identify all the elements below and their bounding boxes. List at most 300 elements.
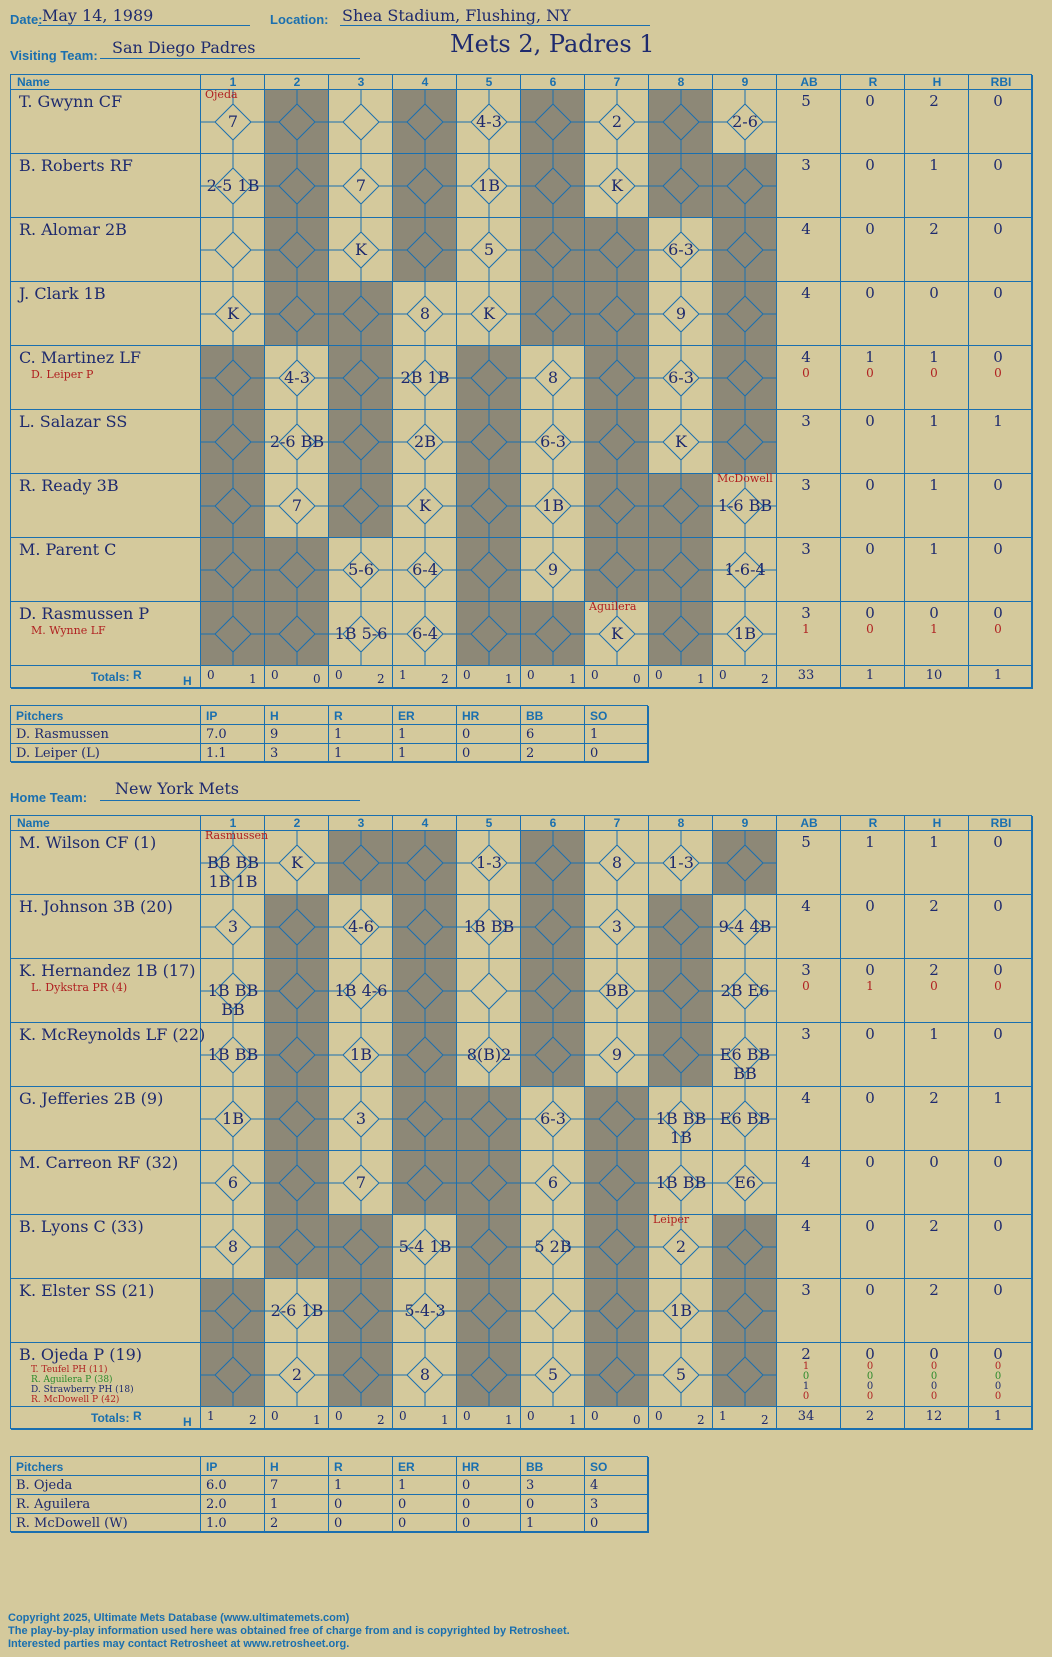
- base-diamond: [649, 1023, 713, 1087]
- ojeda-sub-stat: 1: [802, 1361, 810, 1372]
- player-stat: 0: [993, 348, 1003, 366]
- pitcher-value: R. McDowell (W): [16, 1516, 128, 1531]
- inning-header: 3: [357, 75, 365, 89]
- player-stat: 2: [929, 1217, 939, 1235]
- base-diamond: [585, 346, 649, 410]
- player-stat: 0: [993, 1153, 1003, 1171]
- base-diamond: [265, 218, 329, 282]
- player-stat: 2: [929, 961, 939, 979]
- player-stat: 0: [865, 1089, 875, 1107]
- inning-header: 8: [677, 816, 685, 830]
- visiting-team-label: Visiting Team:: [10, 48, 98, 63]
- name-header: Name: [17, 816, 50, 830]
- play-notation: 5-4 1B: [398, 1237, 452, 1256]
- base-diamond: [265, 959, 329, 1023]
- play-notation: 2: [675, 1237, 687, 1256]
- play-notation: 3: [227, 917, 239, 936]
- player-stat: 5: [801, 92, 811, 110]
- pitcher-value: 0: [462, 746, 471, 761]
- player-stat: 0: [993, 961, 1003, 979]
- base-diamond: [329, 282, 393, 346]
- footer-retrosheet: The play-by-play information used here was obtained free of charge from and is copyrighted by Retrosheet.: [8, 1625, 570, 1637]
- pitcher-value: 0: [462, 1478, 471, 1493]
- base-diamond: [521, 90, 585, 154]
- inning-header: 4: [421, 75, 429, 89]
- play-notation: 6-4: [412, 624, 438, 643]
- player-stat: 3: [801, 412, 811, 430]
- base-diamond: [585, 218, 649, 282]
- base-diamond: [329, 831, 393, 895]
- stat-header: R: [868, 75, 878, 89]
- pitcher-header: Pitchers: [16, 709, 64, 723]
- player-stat: 0: [865, 897, 875, 915]
- play-notation: 1B BB 1B: [655, 1109, 707, 1147]
- pitcher-value: 1: [526, 1516, 535, 1531]
- player-stat: 0: [865, 1025, 875, 1043]
- player-stat: 0: [929, 1345, 939, 1363]
- pitcher-header: R: [334, 1460, 343, 1474]
- base-diamond: [585, 1087, 649, 1151]
- totals-label: Totals:: [91, 670, 130, 684]
- base-diamond: [201, 474, 265, 538]
- base-diamond: [329, 90, 393, 154]
- play-notation: K: [419, 496, 431, 515]
- pitcher-value: 1.1: [206, 746, 227, 761]
- location-label: Location:: [270, 12, 329, 27]
- play-notation: 2B 1B: [400, 368, 450, 387]
- sub-stat: 0: [866, 622, 874, 636]
- totals-r-label: R: [133, 1409, 142, 1423]
- play-notation: 1B: [734, 624, 756, 643]
- inning-header: 4: [421, 816, 429, 830]
- inning-hits-total: 2: [697, 1413, 705, 1427]
- pitcher-value: 9: [270, 727, 279, 742]
- inning-runs-total: 0: [335, 1409, 343, 1423]
- home-pitchers-table: [10, 1456, 648, 1532]
- player-name: K. Hernandez 1B (17): [19, 961, 196, 980]
- inning-hits-total: 1: [249, 672, 257, 686]
- player-stat: 0: [993, 156, 1003, 174]
- base-diamond: [585, 474, 649, 538]
- play-notation: 9: [611, 1045, 623, 1064]
- inning-header: 9: [741, 75, 749, 89]
- play-notation: 2-6: [732, 112, 758, 131]
- play-notation: 1-3: [668, 853, 694, 872]
- sub-stat: 0: [866, 366, 874, 380]
- inning-runs-total: 1: [207, 1409, 215, 1423]
- player-stat: 3: [801, 540, 811, 558]
- pitcher-value: D. Leiper (L): [16, 746, 100, 761]
- player-name: T. Gwynn CF: [19, 92, 123, 111]
- inning-hits-total: 2: [377, 1413, 385, 1427]
- ojeda-sub-stat: 0: [930, 1361, 938, 1372]
- inning-header: 7: [613, 816, 621, 830]
- pitcher-value: 1: [334, 746, 343, 761]
- inning-runs-total: 0: [399, 1409, 407, 1423]
- base-diamond: [329, 1279, 393, 1343]
- pitcher-value: R. Aguilera: [16, 1497, 91, 1512]
- player-stat: 0: [993, 1217, 1003, 1235]
- stat-header: H: [932, 816, 942, 830]
- stat-header: RBI: [990, 816, 1012, 830]
- base-diamond: [713, 218, 777, 282]
- substitute-name: M. Wynne LF: [31, 624, 106, 637]
- base-diamond: [201, 1343, 265, 1407]
- inning-runs-total: 0: [527, 1409, 535, 1423]
- ojeda-sub-stat: 0: [866, 1391, 874, 1402]
- pitcher-header: IP: [206, 1460, 218, 1474]
- play-notation: 2B E6: [720, 981, 770, 1000]
- pitcher-header: SO: [590, 709, 608, 723]
- play-notation: 1B BB: [207, 1045, 259, 1064]
- base-diamond: [393, 1151, 457, 1215]
- pitcher-value: 0: [334, 1497, 343, 1512]
- player-stat: 2: [929, 897, 939, 915]
- inning-hits-total: 1: [569, 1413, 577, 1427]
- play-notation: 9-4 4B: [718, 917, 772, 936]
- player-stat: 2: [929, 1089, 939, 1107]
- inning-runs-total: 0: [719, 668, 727, 682]
- base-diamond: [201, 1279, 265, 1343]
- ojeda-sub-stat: 0: [802, 1371, 810, 1382]
- player-stat: 0: [993, 284, 1003, 302]
- play-notation: BB BB 1B 1B: [206, 853, 260, 891]
- totals-label: Totals:: [91, 1411, 130, 1425]
- pitcher-value: 1: [398, 1478, 407, 1493]
- base-diamond: [393, 895, 457, 959]
- base-diamond: [649, 538, 713, 602]
- base-diamond: [457, 1343, 521, 1407]
- play-notation: 2-5 1B: [206, 176, 260, 195]
- player-stat: 0: [865, 220, 875, 238]
- play-notation: K: [355, 240, 367, 259]
- base-diamond: [521, 602, 585, 666]
- inning-hits-total: 2: [761, 672, 769, 686]
- ojeda-sub-name: R. Aguilera P (38): [31, 1375, 113, 1385]
- play-notation: 6-4: [412, 560, 438, 579]
- inning-hits-total: 2: [249, 1413, 257, 1427]
- player-name: R. Ready 3B: [19, 476, 119, 495]
- pitcher-value: 6.0: [206, 1478, 227, 1493]
- base-diamond: [265, 602, 329, 666]
- ojeda-sub-stat: 0: [994, 1361, 1002, 1372]
- play-notation: 8: [611, 853, 623, 872]
- play-notation: K: [675, 432, 687, 451]
- base-diamond: [265, 1215, 329, 1279]
- base-diamond: [329, 346, 393, 410]
- visiting-team-value: San Diego Padres: [112, 38, 256, 57]
- footer-contact: Interested parties may contact Retrosheet at www.retrosheet.org.: [8, 1638, 350, 1650]
- player-stat: 4: [801, 1217, 811, 1235]
- pitcher-value: 1: [398, 746, 407, 761]
- substitute-name: L. Dykstra PR (4): [31, 981, 128, 994]
- play-notation: 5: [547, 1365, 559, 1384]
- play-notation: 1B: [350, 1045, 372, 1064]
- inning-runs-total: 1: [719, 1409, 727, 1423]
- pitcher-value: D. Rasmussen: [16, 727, 109, 742]
- player-stat: 0: [993, 1281, 1003, 1299]
- inning-header: 9: [741, 816, 749, 830]
- home-scorecard: [10, 815, 1032, 1429]
- visiting-underline: [100, 58, 360, 59]
- footer-copyright: Copyright 2025, Ultimate Mets Database (www.ultimatemets.com): [8, 1612, 350, 1624]
- pitcher-change-note: Rasmussen: [205, 829, 269, 842]
- base-diamond: [201, 538, 265, 602]
- visitor-pitchers-table: [10, 705, 648, 762]
- player-stat: 0: [993, 92, 1003, 110]
- play-notation: 9: [547, 560, 559, 579]
- pitcher-value: 7.0: [206, 727, 227, 742]
- inning-header: 3: [357, 816, 365, 830]
- play-notation: 6: [227, 1173, 239, 1192]
- game-title: Mets 2, Padres 1: [450, 30, 655, 58]
- base-diamond: [713, 154, 777, 218]
- pitcher-value: 2: [526, 746, 535, 761]
- play-notation: 2: [611, 112, 623, 131]
- base-diamond: [265, 90, 329, 154]
- player-stat: 4: [801, 1153, 811, 1171]
- play-notation: 2: [291, 1365, 303, 1384]
- ojeda-sub-stat: 0: [866, 1381, 874, 1392]
- player-stat: 3: [801, 604, 811, 622]
- base-diamond: [457, 538, 521, 602]
- visitor-scorecard: [10, 74, 1032, 688]
- home-team-label: Home Team:: [10, 790, 88, 805]
- sub-stat: 0: [802, 366, 810, 380]
- base-diamond: [713, 1343, 777, 1407]
- player-stat: 3: [801, 1025, 811, 1043]
- base-diamond: [457, 959, 521, 1023]
- play-notation: 8: [419, 304, 431, 323]
- pitcher-value: 4: [590, 1478, 599, 1493]
- base-diamond: [393, 1023, 457, 1087]
- base-diamond: [393, 831, 457, 895]
- player-stat: 0: [865, 92, 875, 110]
- date-label: Date:: [10, 12, 43, 27]
- player-stat: 3: [801, 156, 811, 174]
- player-stat: 0: [865, 1217, 875, 1235]
- pitcher-value: 3: [526, 1478, 535, 1493]
- base-diamond: [649, 474, 713, 538]
- play-notation: K: [227, 304, 239, 323]
- inning-hits-total: 2: [761, 1413, 769, 1427]
- base-diamond: [329, 410, 393, 474]
- player-stat: 0: [865, 476, 875, 494]
- base-diamond: [521, 282, 585, 346]
- play-notation: 6-3: [668, 240, 694, 259]
- player-stat: 2: [801, 1345, 811, 1363]
- player-stat: 2: [929, 92, 939, 110]
- base-diamond: [713, 410, 777, 474]
- inning-hits-total: 2: [441, 672, 449, 686]
- player-stat: 1: [929, 412, 939, 430]
- inning-runs-total: 0: [655, 668, 663, 682]
- play-notation: 4-6: [348, 917, 374, 936]
- base-diamond: [521, 218, 585, 282]
- player-stat: 0: [993, 604, 1003, 622]
- inning-header: 2: [293, 75, 301, 89]
- base-diamond: [649, 90, 713, 154]
- inning-header: 6: [549, 75, 557, 89]
- play-notation: 1B: [222, 1109, 244, 1128]
- player-stat: 0: [929, 604, 939, 622]
- inning-hits-total: 1: [569, 672, 577, 686]
- pitcher-value: 0: [398, 1497, 407, 1512]
- player-stat: 0: [929, 1153, 939, 1171]
- base-diamond: [457, 602, 521, 666]
- player-stat: 3: [801, 961, 811, 979]
- player-stat: 1: [993, 1089, 1003, 1107]
- base-diamond: [649, 602, 713, 666]
- inning-runs-total: 0: [655, 1409, 663, 1423]
- pitcher-change-note: Leiper: [653, 1213, 690, 1226]
- play-notation: 1B BB: [655, 1173, 707, 1192]
- play-notation: 6-3: [668, 368, 694, 387]
- pitcher-header: ER: [398, 709, 415, 723]
- inning-hits-total: 1: [505, 672, 513, 686]
- player-stat: 0: [993, 220, 1003, 238]
- play-notation: 1-3: [476, 853, 502, 872]
- play-notation: 6-3: [540, 432, 566, 451]
- inning-header: 8: [677, 75, 685, 89]
- play-notation: K: [611, 624, 623, 643]
- base-diamond: [201, 602, 265, 666]
- game-total: 1: [993, 668, 1003, 683]
- pitcher-value: 1: [270, 1497, 279, 1512]
- base-diamond: [265, 1087, 329, 1151]
- inning-runs-total: 0: [463, 668, 471, 682]
- game-total: 34: [797, 1409, 815, 1424]
- player-stat: 0: [865, 1345, 875, 1363]
- player-stat: 0: [865, 961, 875, 979]
- inning-hits-total: 0: [633, 672, 641, 686]
- totals-h-label: H: [183, 674, 192, 688]
- inning-runs-total: 0: [271, 1409, 279, 1423]
- play-notation: E6 BB: [719, 1109, 771, 1128]
- base-diamond: [457, 1215, 521, 1279]
- base-diamond: [393, 218, 457, 282]
- player-name: M. Carreon RF (32): [19, 1153, 179, 1172]
- base-diamond: [201, 410, 265, 474]
- player-stat: 0: [865, 540, 875, 558]
- pitcher-header: IP: [206, 709, 218, 723]
- player-name: R. Alomar 2B: [19, 220, 127, 239]
- player-stat: 4: [801, 284, 811, 302]
- sub-stat: 1: [866, 979, 874, 993]
- inning-header: 7: [613, 75, 621, 89]
- pitcher-value: 0: [526, 1497, 535, 1512]
- pitcher-change-note: Ojeda: [205, 88, 238, 101]
- ojeda-sub-stat: 0: [930, 1391, 938, 1402]
- player-stat: 0: [993, 1345, 1003, 1363]
- base-diamond: [265, 1023, 329, 1087]
- pitcher-value: B. Ojeda: [16, 1478, 73, 1493]
- player-stat: 4: [801, 348, 811, 366]
- player-name: M. Wilson CF (1): [19, 833, 157, 852]
- ojeda-sub-stat: 0: [866, 1361, 874, 1372]
- play-notation: 7: [355, 1173, 367, 1192]
- play-notation: 7: [355, 176, 367, 195]
- play-notation: 8: [227, 1237, 239, 1256]
- inning-header: 5: [485, 816, 493, 830]
- player-name: L. Salazar SS: [19, 412, 128, 431]
- stat-header: AB: [800, 75, 818, 89]
- player-name: K. Elster SS (21): [19, 1281, 155, 1300]
- stat-header: R: [868, 816, 878, 830]
- play-notation: 4-3: [476, 112, 502, 131]
- player-stat: 3: [801, 1281, 811, 1299]
- inning-runs-total: 0: [271, 668, 279, 682]
- stat-header: H: [932, 75, 942, 89]
- base-diamond: [329, 474, 393, 538]
- player-stat: 2: [929, 1281, 939, 1299]
- sub-stat: 1: [802, 622, 810, 636]
- player-name: K. McReynolds LF (22): [19, 1025, 206, 1044]
- sub-stat: 0: [994, 622, 1002, 636]
- play-notation: 5: [675, 1365, 687, 1384]
- substitute-name: D. Leiper P: [31, 368, 94, 381]
- sub-stat: 1: [930, 622, 938, 636]
- base-diamond: [265, 538, 329, 602]
- inning-runs-total: 0: [591, 1409, 599, 1423]
- pitcher-value: 1: [590, 727, 599, 742]
- base-diamond: [393, 1087, 457, 1151]
- base-diamond: [585, 1343, 649, 1407]
- play-notation: 3: [611, 917, 623, 936]
- ojeda-sub-stat: 1: [802, 1381, 810, 1392]
- pitcher-value: 0: [462, 727, 471, 742]
- player-stat: 0: [929, 284, 939, 302]
- play-notation: 2-6 1B: [270, 1301, 324, 1320]
- inning-header: 2: [293, 816, 301, 830]
- base-diamond: [201, 218, 265, 282]
- home-underline: [100, 800, 360, 801]
- play-notation: 7: [291, 496, 303, 515]
- inning-hits-total: 0: [313, 672, 321, 686]
- inning-hits-total: 1: [505, 1413, 513, 1427]
- stat-header: RBI: [990, 75, 1012, 89]
- play-notation: 1-6 BB: [717, 496, 773, 515]
- sub-stat: 0: [802, 979, 810, 993]
- inning-hits-total: 1: [441, 1413, 449, 1427]
- player-stat: 1: [865, 348, 875, 366]
- game-total: 12: [925, 1409, 943, 1424]
- base-diamond: [457, 1151, 521, 1215]
- player-stat: 5: [801, 833, 811, 851]
- player-stat: 1: [929, 540, 939, 558]
- play-notation: 9: [675, 304, 687, 323]
- player-stat: 4: [801, 220, 811, 238]
- pitcher-value: 0: [334, 1516, 343, 1531]
- home-team-value: New York Mets: [115, 779, 239, 798]
- base-diamond: [649, 154, 713, 218]
- game-total: 1: [993, 1409, 1003, 1424]
- player-name: B. Roberts RF: [19, 156, 133, 175]
- inning-header: 1: [229, 816, 237, 830]
- pitcher-header: ER: [398, 1460, 415, 1474]
- pitcher-header: Pitchers: [16, 1460, 64, 1474]
- pitcher-value: 0: [590, 746, 599, 761]
- player-stat: 4: [801, 1089, 811, 1107]
- base-diamond: [521, 154, 585, 218]
- base-diamond: [521, 1023, 585, 1087]
- player-stat: 0: [865, 604, 875, 622]
- player-name: B. Lyons C (33): [19, 1217, 144, 1236]
- ojeda-sub-stat: 0: [994, 1381, 1002, 1392]
- game-total: 10: [925, 668, 943, 683]
- inning-hits-total: 1: [697, 672, 705, 686]
- player-stat: 1: [929, 833, 939, 851]
